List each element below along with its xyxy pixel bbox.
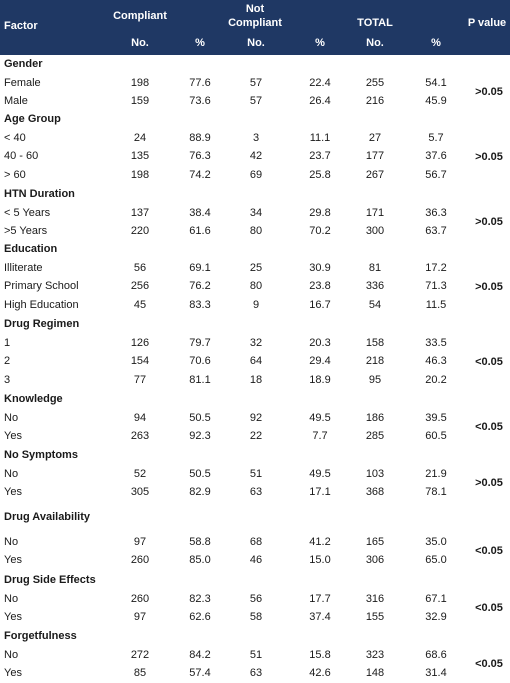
not-compliant-pct-cell: 70.2 — [309, 225, 331, 238]
section-title: Drug Regimen — [4, 318, 80, 330]
section-header — [0, 315, 510, 334]
compliant-pct-cell: 92.3 — [189, 430, 211, 443]
total-pct-cell: 32.9 — [425, 611, 447, 624]
not-compliant-pct-cell: 41.2 — [309, 535, 331, 548]
table-header — [0, 0, 510, 55]
section-header — [0, 627, 510, 646]
total-pct-cell: 65.0 — [425, 554, 447, 567]
not-compliant-no-cell: 57 — [249, 76, 263, 89]
row-label: 3 — [4, 374, 11, 387]
not-compliant-no-cell: 58 — [249, 611, 263, 624]
section-title: Age Group — [4, 113, 61, 125]
header-factor: Factor — [4, 20, 38, 32]
p-value-cell: >0.05 — [475, 216, 503, 229]
section-title: Drug Side Effects — [4, 574, 96, 586]
compliant-no-cell: 198 — [130, 76, 150, 89]
table-row — [0, 590, 510, 609]
compliant-no-cell: 272 — [130, 648, 150, 661]
not-compliant-no-cell: 3 — [252, 131, 260, 144]
total-pct-cell: 46.3 — [425, 355, 447, 368]
not-compliant-no-cell: 68 — [249, 535, 263, 548]
not-compliant-no-cell: 92 — [249, 411, 263, 424]
compliant-pct-cell: 88.9 — [189, 131, 211, 144]
table-row — [0, 551, 510, 570]
not-compliant-no-cell: 42 — [249, 150, 263, 163]
compliant-pct-cell: 77.6 — [189, 76, 211, 89]
row-label: No — [4, 467, 19, 480]
total-no-cell: 171 — [365, 206, 385, 219]
compliant-pct-cell: 82.3 — [189, 592, 211, 605]
total-no-cell: 158 — [365, 336, 385, 349]
total-no-cell: 267 — [365, 169, 385, 182]
compliant-pct-cell: 83.3 — [189, 299, 211, 312]
p-value-cell: >0.05 — [475, 86, 503, 99]
not-compliant-pct-cell: 11.1 — [309, 131, 331, 144]
row-label: No — [4, 411, 19, 424]
total-no-cell: 216 — [365, 95, 385, 108]
row-label: 1 — [4, 336, 11, 349]
not-compliant-pct-cell: 49.5 — [309, 467, 331, 480]
not-compliant-pct-cell: 30.9 — [309, 261, 331, 274]
compliant-no-cell: 97 — [133, 535, 147, 548]
header-p-value: P value — [467, 17, 507, 29]
p-value-cell: <0.05 — [475, 545, 503, 558]
total-pct-cell: 56.7 — [425, 169, 447, 182]
compliant-pct-cell: 61.6 — [189, 225, 211, 238]
row-label: > 60 — [4, 169, 26, 182]
total-no-cell: 155 — [365, 611, 385, 624]
p-value-cell: <0.05 — [475, 658, 503, 671]
not-compliant-no-cell: 63 — [249, 667, 263, 680]
compliant-no-cell: 263 — [130, 430, 150, 443]
compliant-pct-cell: 70.6 — [189, 355, 211, 368]
not-compliant-no-cell: 25 — [249, 261, 263, 274]
compliant-no-cell: 220 — [130, 225, 150, 238]
row-label: < 5 Years — [4, 206, 51, 219]
total-pct-cell: 21.9 — [425, 467, 447, 480]
compliant-no-cell: 85 — [133, 667, 147, 680]
row-label: Illiterate — [4, 261, 43, 274]
compliant-no-cell: 198 — [130, 169, 150, 182]
compliant-no-cell: 56 — [133, 261, 147, 274]
not-compliant-pct-cell: 22.4 — [309, 76, 331, 89]
row-label: Female — [4, 76, 41, 89]
header-compliant-pct: % — [195, 37, 205, 49]
table-row — [0, 608, 510, 627]
compliant-no-cell: 135 — [130, 150, 150, 163]
not-compliant-pct-cell: 23.8 — [309, 280, 331, 293]
not-compliant-pct-cell: 7.7 — [312, 430, 328, 443]
header-compliant: Compliant — [113, 10, 167, 22]
header-not-compliant-line1: Not — [245, 3, 265, 15]
not-compliant-pct-cell: 23.7 — [309, 150, 331, 163]
row-label: No — [4, 535, 19, 548]
compliant-no-cell: 94 — [133, 411, 147, 424]
total-no-cell: 54 — [368, 299, 382, 312]
section-title: Gender — [4, 58, 43, 70]
total-pct-cell: 37.6 — [425, 150, 447, 163]
not-compliant-no-cell: 56 — [249, 592, 263, 605]
section-title: Education — [4, 243, 58, 255]
section-title: Forgetfulness — [4, 630, 77, 642]
not-compliant-no-cell: 32 — [249, 336, 263, 349]
total-no-cell: 186 — [365, 411, 385, 424]
compliant-no-cell: 52 — [133, 467, 147, 480]
not-compliant-no-cell: 18 — [249, 374, 263, 387]
table-row — [0, 664, 510, 683]
not-compliant-no-cell: 46 — [249, 554, 263, 567]
total-no-cell: 218 — [365, 355, 385, 368]
total-pct-cell: 45.9 — [425, 95, 447, 108]
not-compliant-no-cell: 64 — [249, 355, 263, 368]
not-compliant-pct-cell: 16.7 — [309, 299, 331, 312]
row-label: < 40 — [4, 131, 26, 144]
table-row — [0, 92, 510, 111]
header-total-pct: % — [431, 37, 441, 49]
section-header — [0, 110, 510, 129]
compliant-pct-cell: 81.1 — [189, 374, 211, 387]
compliant-pct-cell: 50.5 — [189, 467, 211, 480]
p-value-cell: <0.05 — [475, 355, 503, 368]
total-pct-cell: 31.4 — [425, 667, 447, 680]
not-compliant-pct-cell: 17.7 — [309, 592, 331, 605]
total-pct-cell: 11.5 — [425, 299, 447, 312]
section-header — [0, 390, 510, 409]
compliant-pct-cell: 57.4 — [189, 667, 211, 680]
not-compliant-pct-cell: 15.8 — [309, 648, 331, 661]
not-compliant-pct-cell: 37.4 — [309, 611, 331, 624]
total-no-cell: 306 — [365, 554, 385, 567]
not-compliant-no-cell: 9 — [252, 299, 260, 312]
table-row — [0, 371, 510, 390]
compliant-pct-cell: 69.1 — [189, 261, 211, 274]
not-compliant-no-cell: 57 — [249, 95, 263, 108]
row-label: Yes — [4, 611, 22, 624]
total-pct-cell: 35.0 — [425, 535, 447, 548]
total-no-cell: 148 — [365, 667, 385, 680]
table-row — [0, 334, 510, 353]
total-no-cell: 81 — [368, 261, 382, 274]
total-pct-cell: 54.1 — [425, 76, 447, 89]
header-not-compliant-pct: % — [315, 37, 325, 49]
compliant-no-cell: 260 — [130, 554, 150, 567]
row-label: Yes — [4, 667, 22, 680]
header-not-compliant-no: No. — [247, 37, 265, 49]
total-pct-cell: 78.1 — [425, 486, 447, 499]
total-pct-cell: 68.6 — [425, 648, 447, 661]
table-row — [0, 204, 510, 223]
compliant-pct-cell: 76.2 — [189, 280, 211, 293]
row-label: 40 - 60 — [4, 150, 39, 163]
row-label: No — [4, 648, 19, 661]
total-pct-cell: 60.5 — [425, 430, 447, 443]
not-compliant-pct-cell: 15.0 — [309, 554, 331, 567]
compliant-pct-cell: 82.9 — [189, 486, 211, 499]
total-pct-cell: 67.1 — [425, 592, 447, 605]
total-no-cell: 285 — [365, 430, 385, 443]
table-row — [0, 296, 510, 315]
section-header — [0, 446, 510, 465]
total-pct-cell: 36.3 — [425, 206, 447, 219]
total-pct-cell: 71.3 — [425, 280, 447, 293]
header-compliant-no: No. — [131, 37, 149, 49]
not-compliant-pct-cell: 20.3 — [309, 336, 331, 349]
compliant-no-cell: 260 — [130, 592, 150, 605]
compliant-pct-cell: 85.0 — [189, 554, 211, 567]
not-compliant-pct-cell: 29.8 — [309, 206, 331, 219]
compliant-pct-cell: 38.4 — [189, 206, 211, 219]
total-pct-cell: 17.2 — [425, 261, 447, 274]
not-compliant-no-cell: 63 — [249, 486, 263, 499]
compliant-no-cell: 137 — [130, 206, 150, 219]
row-label: Male — [4, 95, 28, 108]
not-compliant-no-cell: 80 — [249, 280, 263, 293]
not-compliant-pct-cell: 26.4 — [309, 95, 331, 108]
compliant-no-cell: 256 — [130, 280, 150, 293]
not-compliant-pct-cell: 25.8 — [309, 169, 331, 182]
compliant-no-cell: 154 — [130, 355, 150, 368]
row-label: Primary School — [4, 280, 79, 293]
compliant-pct-cell: 84.2 — [189, 648, 211, 661]
not-compliant-no-cell: 34 — [249, 206, 263, 219]
total-no-cell: 255 — [365, 76, 385, 89]
table-row — [0, 259, 510, 278]
table-row — [0, 222, 510, 241]
not-compliant-pct-cell: 42.6 — [309, 667, 331, 680]
table-row — [0, 147, 510, 166]
section-header — [0, 185, 510, 204]
compliant-pct-cell: 62.6 — [189, 611, 211, 624]
table-row — [0, 483, 510, 502]
not-compliant-no-cell: 51 — [249, 467, 263, 480]
compliant-no-cell: 159 — [130, 95, 150, 108]
p-value-cell: >0.05 — [475, 280, 503, 293]
compliant-pct-cell: 74.2 — [189, 169, 211, 182]
row-label: 2 — [4, 355, 11, 368]
table-row — [0, 74, 510, 93]
table-row — [0, 352, 510, 371]
section-title: HTN Duration — [4, 188, 75, 200]
total-no-cell: 300 — [365, 225, 385, 238]
total-no-cell: 368 — [365, 486, 385, 499]
row-label: No — [4, 592, 19, 605]
table-row — [0, 465, 510, 484]
table-row — [0, 646, 510, 665]
table-row — [0, 166, 510, 185]
total-no-cell: 336 — [365, 280, 385, 293]
compliant-no-cell: 305 — [130, 486, 150, 499]
row-label: Yes — [4, 554, 22, 567]
not-compliant-pct-cell: 29.4 — [309, 355, 331, 368]
p-value-cell: <0.05 — [475, 602, 503, 615]
compliant-no-cell: 97 — [133, 611, 147, 624]
compliant-no-cell: 24 — [133, 131, 147, 144]
total-pct-cell: 63.7 — [425, 225, 447, 238]
total-pct-cell: 5.7 — [428, 131, 444, 144]
p-value-cell: <0.05 — [475, 421, 503, 434]
section-header — [0, 508, 510, 527]
total-no-cell: 323 — [365, 648, 385, 661]
total-pct-cell: 39.5 — [425, 411, 447, 424]
total-no-cell: 165 — [365, 535, 385, 548]
not-compliant-pct-cell: 18.9 — [309, 374, 331, 387]
p-value-cell: >0.05 — [475, 477, 503, 490]
section-title: No Symptoms — [4, 449, 78, 461]
compliant-pct-cell: 73.6 — [189, 95, 211, 108]
table-row — [0, 409, 510, 428]
table-row — [0, 427, 510, 446]
row-label: Yes — [4, 430, 22, 443]
not-compliant-no-cell: 69 — [249, 169, 263, 182]
total-no-cell: 27 — [368, 131, 382, 144]
row-label: >5 Years — [4, 225, 48, 238]
not-compliant-pct-cell: 17.1 — [309, 486, 331, 499]
not-compliant-no-cell: 80 — [249, 225, 263, 238]
section-header — [0, 240, 510, 259]
section-header — [0, 571, 510, 590]
table-row — [0, 277, 510, 296]
compliant-pct-cell: 79.7 — [189, 336, 211, 349]
total-no-cell: 177 — [365, 150, 385, 163]
header-not-compliant-line2: Compliant — [228, 17, 282, 29]
total-no-cell: 103 — [365, 467, 385, 480]
section-title: Knowledge — [4, 393, 63, 405]
not-compliant-pct-cell: 49.5 — [309, 411, 331, 424]
total-pct-cell: 20.2 — [425, 374, 447, 387]
compliant-pct-cell: 58.8 — [189, 535, 211, 548]
compliant-no-cell: 45 — [133, 299, 147, 312]
header-total-no: No. — [366, 37, 384, 49]
section-title: Drug Availability — [4, 511, 90, 523]
total-no-cell: 316 — [365, 592, 385, 605]
section-header — [0, 55, 510, 74]
header-total: TOTAL — [357, 17, 393, 29]
not-compliant-no-cell: 22 — [249, 430, 263, 443]
compliant-no-cell: 77 — [133, 374, 147, 387]
p-value-cell: >0.05 — [475, 150, 503, 163]
row-label: Yes — [4, 486, 22, 499]
compliant-pct-cell: 76.3 — [189, 150, 211, 163]
table-row — [0, 129, 510, 148]
row-label: High Education — [4, 299, 79, 312]
table-row — [0, 533, 510, 552]
total-no-cell: 95 — [368, 374, 382, 387]
compliant-no-cell: 126 — [130, 336, 150, 349]
total-pct-cell: 33.5 — [425, 336, 447, 349]
not-compliant-no-cell: 51 — [249, 648, 263, 661]
compliant-pct-cell: 50.5 — [189, 411, 211, 424]
